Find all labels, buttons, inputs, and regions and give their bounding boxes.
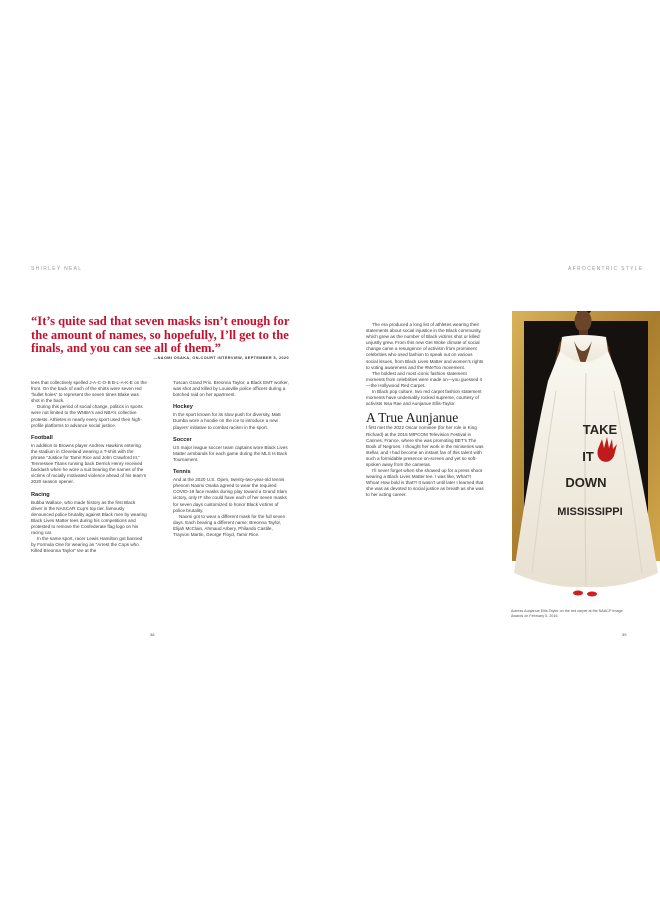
section-heading-football: Football [31,434,53,441]
paragraph: Naomi got to wear a different mask for the full seven days. Each bearing a different name: Breonna Taylor, Elijah McClain, Ahmaud Arbery, Philando Castile, Trayvon Martin, George Floyd, Tamir Rice. [173,513,286,537]
red-shoe [587,592,597,597]
paragraph: I’ll never forget when she showed up for a press shoot wearing a Black Lives Matter tee. I was like, What?! Whoa! How bold is that?! It wasn’t until later I learned that she was as devoted to social justice as breath as she was to her acting career. [366,468,484,498]
right-text-column [366,322,484,499]
dress-text: DOWN [565,475,607,490]
page-number-right: 39 [622,632,627,637]
paragraph: And at the 2020 U.S. Open, twenty-two-year-old tennis phenom Naomi Osaka agreed to wear the required COVID-19 face masks during play toward a Grand Slam victory, only IF she could have each of her seven masks for seven days customized to honor Black victims of police brutality. [173,477,288,513]
pull-quote: “It’s quite sad that seven masks isn’t enough for the amount of names, so hopefully, I’ll get to the finals, and you can see all of them.” [31,314,290,356]
paragraph: tees that collectively spelled J-A-C-O-B B-L-A-K-E on the front. On the back of each of the shirts were seven red “bullet holes” to represent the seven times Blake was shot in the back. [31,380,147,404]
paragraph: Bubba Wallace, who made history as the first Black driver in the NASCAR Cup’s top tier, famously denounced police brutality against Black men by wearing Black Lives Matter tees during his competitions and protested to remove the Confederate flag logo on his racing car. [31,499,147,536]
section-heading-racing: Racing [31,491,50,498]
paragraph: In the sport known for its slow push for diversity, Matt Dumba wore a hoodie on the ice to introduce a new players’ initiative to combat racism in the sport. [173,412,281,430]
face [575,311,592,332]
paragraph: In the same sport, racer Lewis Hamilton got banned by Formula One for wearing an “Arrest the Cops who Killed Breonna Taylor” tee at the [31,536,143,554]
paragraph: I first met the 2022 Oscar nominee (for her role in King Richard) at the 2015 MIPCOM Television Festival in Cannes, France, where she was promoting BET’s The Book of Negroes. I thought her work in the miniseries was stellar, and I had become an instant fan of this talent with such a formidable presence on-screen and yet so soft-spoken away from the cameras. [366,425,484,467]
section-heading-true-aunjanue: A True Aunjanue [366,410,459,426]
paragraph: US major league soccer team captains wore Black Lives Matter armbands for each game during the MLS Is Back Tournament. [173,444,288,462]
section-heading-soccer: Soccer [173,436,192,443]
dress-text: MISSISSIPPI [557,506,623,518]
paragraph: In Black pop culture, two red carpet fashion statement moments have undeniably rocked supreme, courtesy of activists Issa Rae and Aunjanue Ellis-Taylor. [366,389,482,407]
text-column-1 [31,380,148,554]
red-carpet-photo [512,311,660,601]
paragraph: The boldest and most iconic fashion statement moments from celebrities were made on—you guessed it—the Hollywood Red Carpet. [366,370,482,388]
section-heading-hockey: Hockey [173,404,193,411]
section-heading-tennis: Tennis [173,469,191,476]
red-shoe [573,591,583,596]
text-column-2 [173,380,290,538]
paragraph: In addition to Browns player Andrew Hawkins entering the stadium in Cleveland wearing a T-shirt with the phrase “Justice for Tamir Rice and John Crawford III,” Tennessee Titans running back Derrick Henry received backlash when he wore a suit bearing the names of the victims of racially motivated violence ahead of his team’s 2020 season opener. [31,442,147,485]
dress-text: TAKE [582,422,618,437]
paragraph: The era produced a long list of athletes wearing their statements about social injustice in the Black community, which grew as the number of Black victims shot or killed unjustly grew. From this new Get Woke climate of social change came a resurgence of activism from prominent celebrities who used fashion to speak out on various social issues, from Black Lives Matter and women’s rights to voting awareness and the #MeToo movement. [366,322,484,370]
pull-quote-attribution: —NAOMI OSAKA, ON-COURT INTERVIEW, SEPTEMBER 5, 2020 [153,356,289,360]
photo-caption: Actress Aunjanue Ellis-Taylor on the red carpet at the NAACP Image Awards on February 5, 2016. [511,609,623,618]
running-head-right: AFROCENTRIC STYLE [568,266,644,272]
paragraph: Tuscan Grand Prix. Breonna Taylor, a Black EMT worker, was shot and killed by Louisville police officers during a botched raid on her apartment. [173,380,289,398]
running-head-left: SHIRLEY NEAL [31,266,83,272]
paragraph: During this period of social change, politics in sports were not limited to the WNBA’s and NBA’s collective protests. Athletes in nearly every sport used their high-profile platforms to advance social justice. [31,404,143,428]
dress-text: IT [582,449,594,464]
page-number-left: 38 [150,632,155,637]
